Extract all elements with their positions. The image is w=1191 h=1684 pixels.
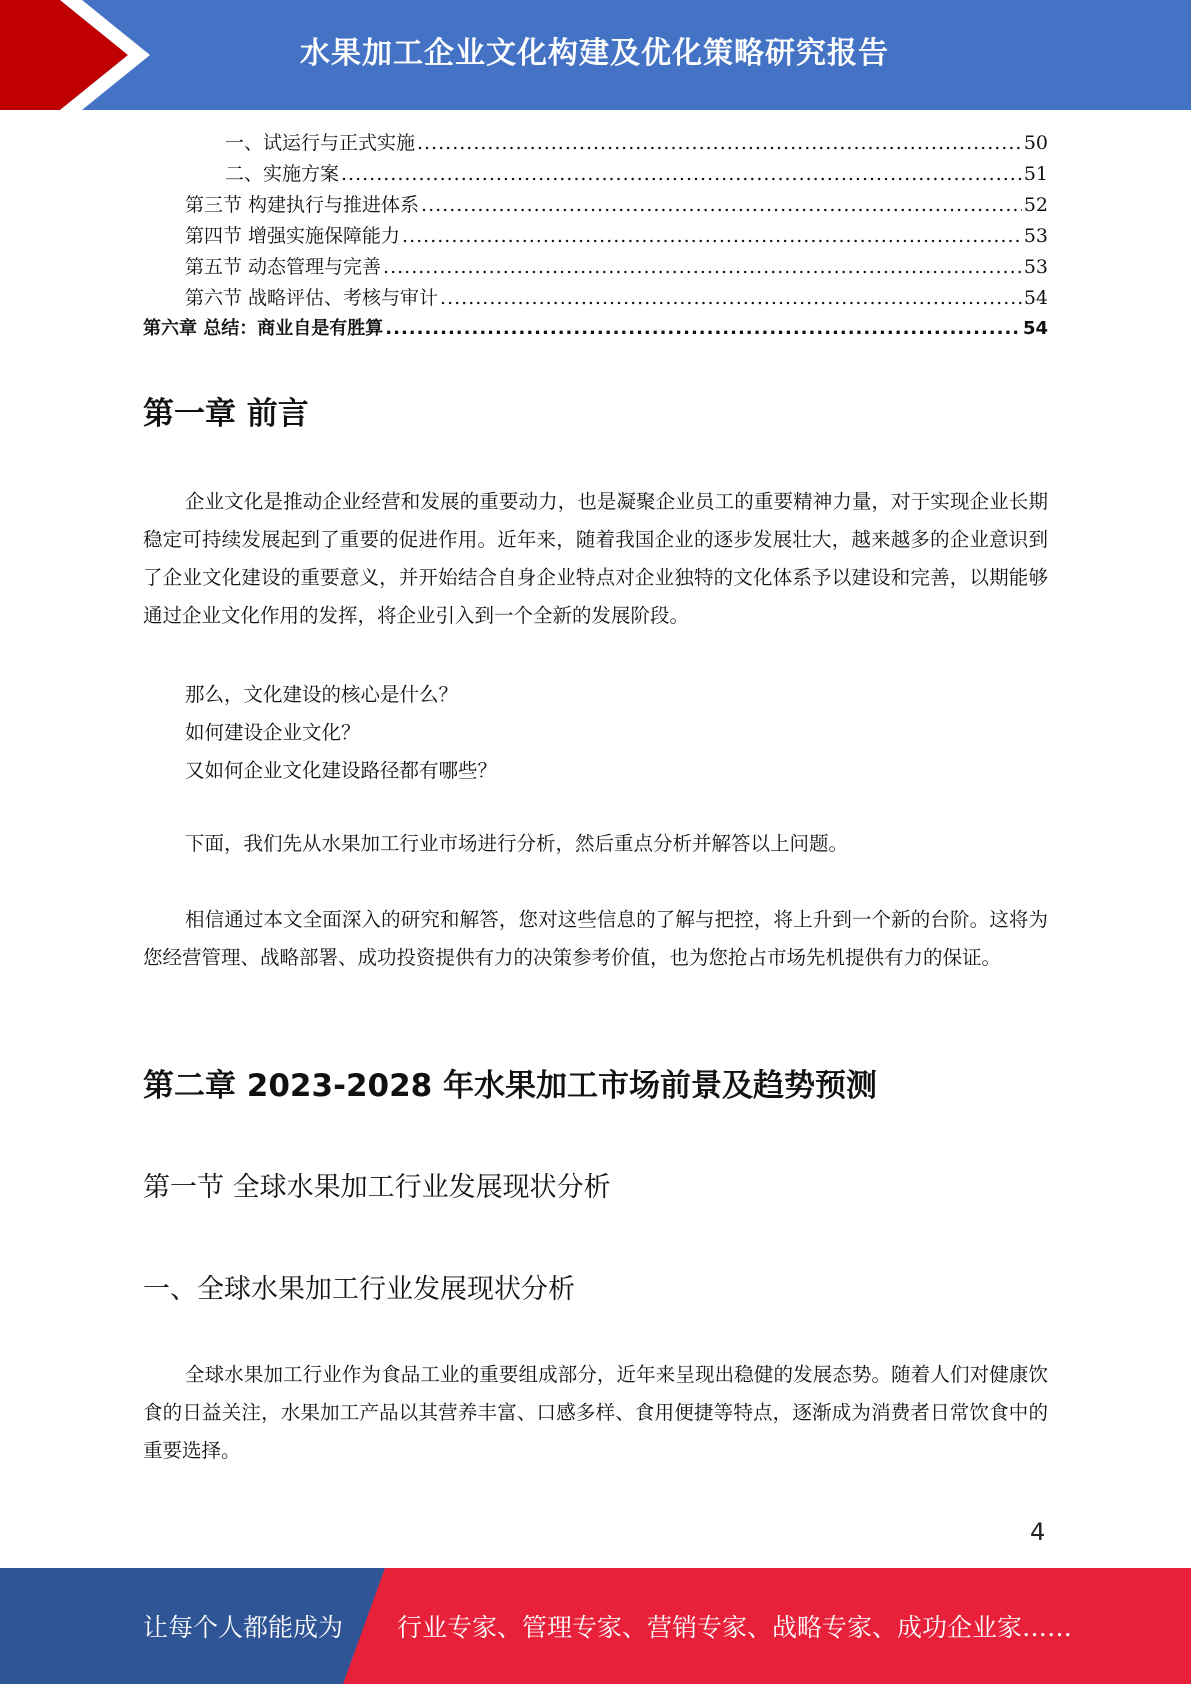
- section-heading: 第一节 全球水果加工行业发展现状分析: [143, 1172, 611, 1203]
- page-header: [0, 0, 1191, 110]
- page-footer: [0, 1568, 1191, 1684]
- toc-entry-chapter[interactable]: [143, 314, 1048, 345]
- toc-leader-dots: [417, 132, 1022, 154]
- toc-entry-page: 53: [1023, 256, 1048, 278]
- table-of-contents: [143, 128, 1048, 345]
- toc-entry-label: 第四节 增强实施保障能力: [185, 225, 401, 247]
- toc-leader-dots: [383, 256, 1022, 278]
- question-line-1: 那么，文化建设的核心是什么？: [185, 683, 459, 706]
- report-title: 水果加工企业文化构建及优化策略研究报告: [300, 36, 889, 71]
- footer-slogan-right: 行业专家、管理专家、营销专家、战略专家、成功企业家……: [397, 1613, 1073, 1642]
- page-number: 4: [1030, 1518, 1046, 1546]
- subsection-heading: 一、全球水果加工行业发展现状分析: [143, 1274, 575, 1305]
- toc-leader-dots: [402, 225, 1022, 247]
- toc-entry[interactable]: [143, 221, 1048, 252]
- chapter-2-heading: 第二章 2023-2028 年水果加工市场前景及趋势预测: [143, 1068, 878, 1104]
- chapter-1-heading: 第一章 前言: [143, 396, 309, 432]
- chapter-1-paragraph-2: 下面，我们先从水果加工行业市场进行分析，然后重点分析并解答以上问题。: [185, 832, 849, 855]
- toc-leader-dots: [341, 163, 1022, 185]
- toc-leader-dots: [385, 318, 1021, 339]
- toc-entry[interactable]: [143, 252, 1048, 283]
- question-line-2: 如何建设企业文化？: [185, 721, 361, 744]
- toc-leader-dots: [440, 287, 1022, 309]
- toc-entry-page: 54: [1022, 318, 1048, 339]
- footer-slogan-left: 让每个人都能成为: [143, 1613, 344, 1642]
- toc-entry-label: 第五节 动态管理与完善: [185, 256, 382, 278]
- chapter-1-paragraph-1: 企业文化是推动企业经营和发展的重要动力，也是凝聚企业员工的重要精神力量，对于实现企业长期稳定可持续发展起到了重要的促进作用。近年来，随着我国企业的逐步发展壮大，越来越多的企业意识到了企业文化建设的重要意义，并开始结合自身企业特点对企业独特的文化体系予以建设和完善，以期能够通过企业文化作用的发挥，将企业引入到一个全新的发展阶段。: [143, 490, 1048, 627]
- toc-entry-page: 53: [1023, 225, 1048, 247]
- toc-entry-label: 第六章 总结：商业自是有胜算: [143, 318, 384, 339]
- toc-entry-label: 一、试运行与正式实施: [225, 132, 416, 154]
- question-line-3: 又如何企业文化建设路径都有哪些？: [185, 759, 498, 782]
- toc-entry[interactable]: [143, 128, 1048, 159]
- chapter-2-paragraph-1: 全球水果加工行业作为食品工业的重要组成部分，近年来呈现出稳健的发展态势。随着人们对健康饮食的日益关注，水果加工产品以其营养丰富、口感多样、食用便捷等特点，逐渐成为消费者日常饮食中的重要选择。: [143, 1363, 1048, 1462]
- toc-leader-dots: [421, 194, 1022, 216]
- toc-entry-page: 51: [1023, 163, 1048, 185]
- toc-entry-label: 第六节 战略评估、考核与审计: [185, 287, 439, 309]
- toc-entry[interactable]: [143, 190, 1048, 221]
- toc-entry-label: 二、实施方案: [225, 163, 340, 185]
- chapter-1-paragraph-3: 相信通过本文全面深入的研究和解答，您对这些信息的了解与把控，将上升到一个新的台阶。这将为您经营管理、战略部署、成功投资提供有力的决策参考价值，也为您抢占市场先机提供有力的保证。: [143, 908, 1048, 969]
- toc-entry[interactable]: [143, 159, 1048, 190]
- toc-entry-label: 第三节 构建执行与推进体系: [185, 194, 420, 216]
- toc-entry[interactable]: [143, 283, 1048, 314]
- toc-entry-page: 50: [1023, 132, 1048, 154]
- toc-entry-page: 52: [1023, 194, 1048, 216]
- toc-entry-page: 54: [1023, 287, 1048, 309]
